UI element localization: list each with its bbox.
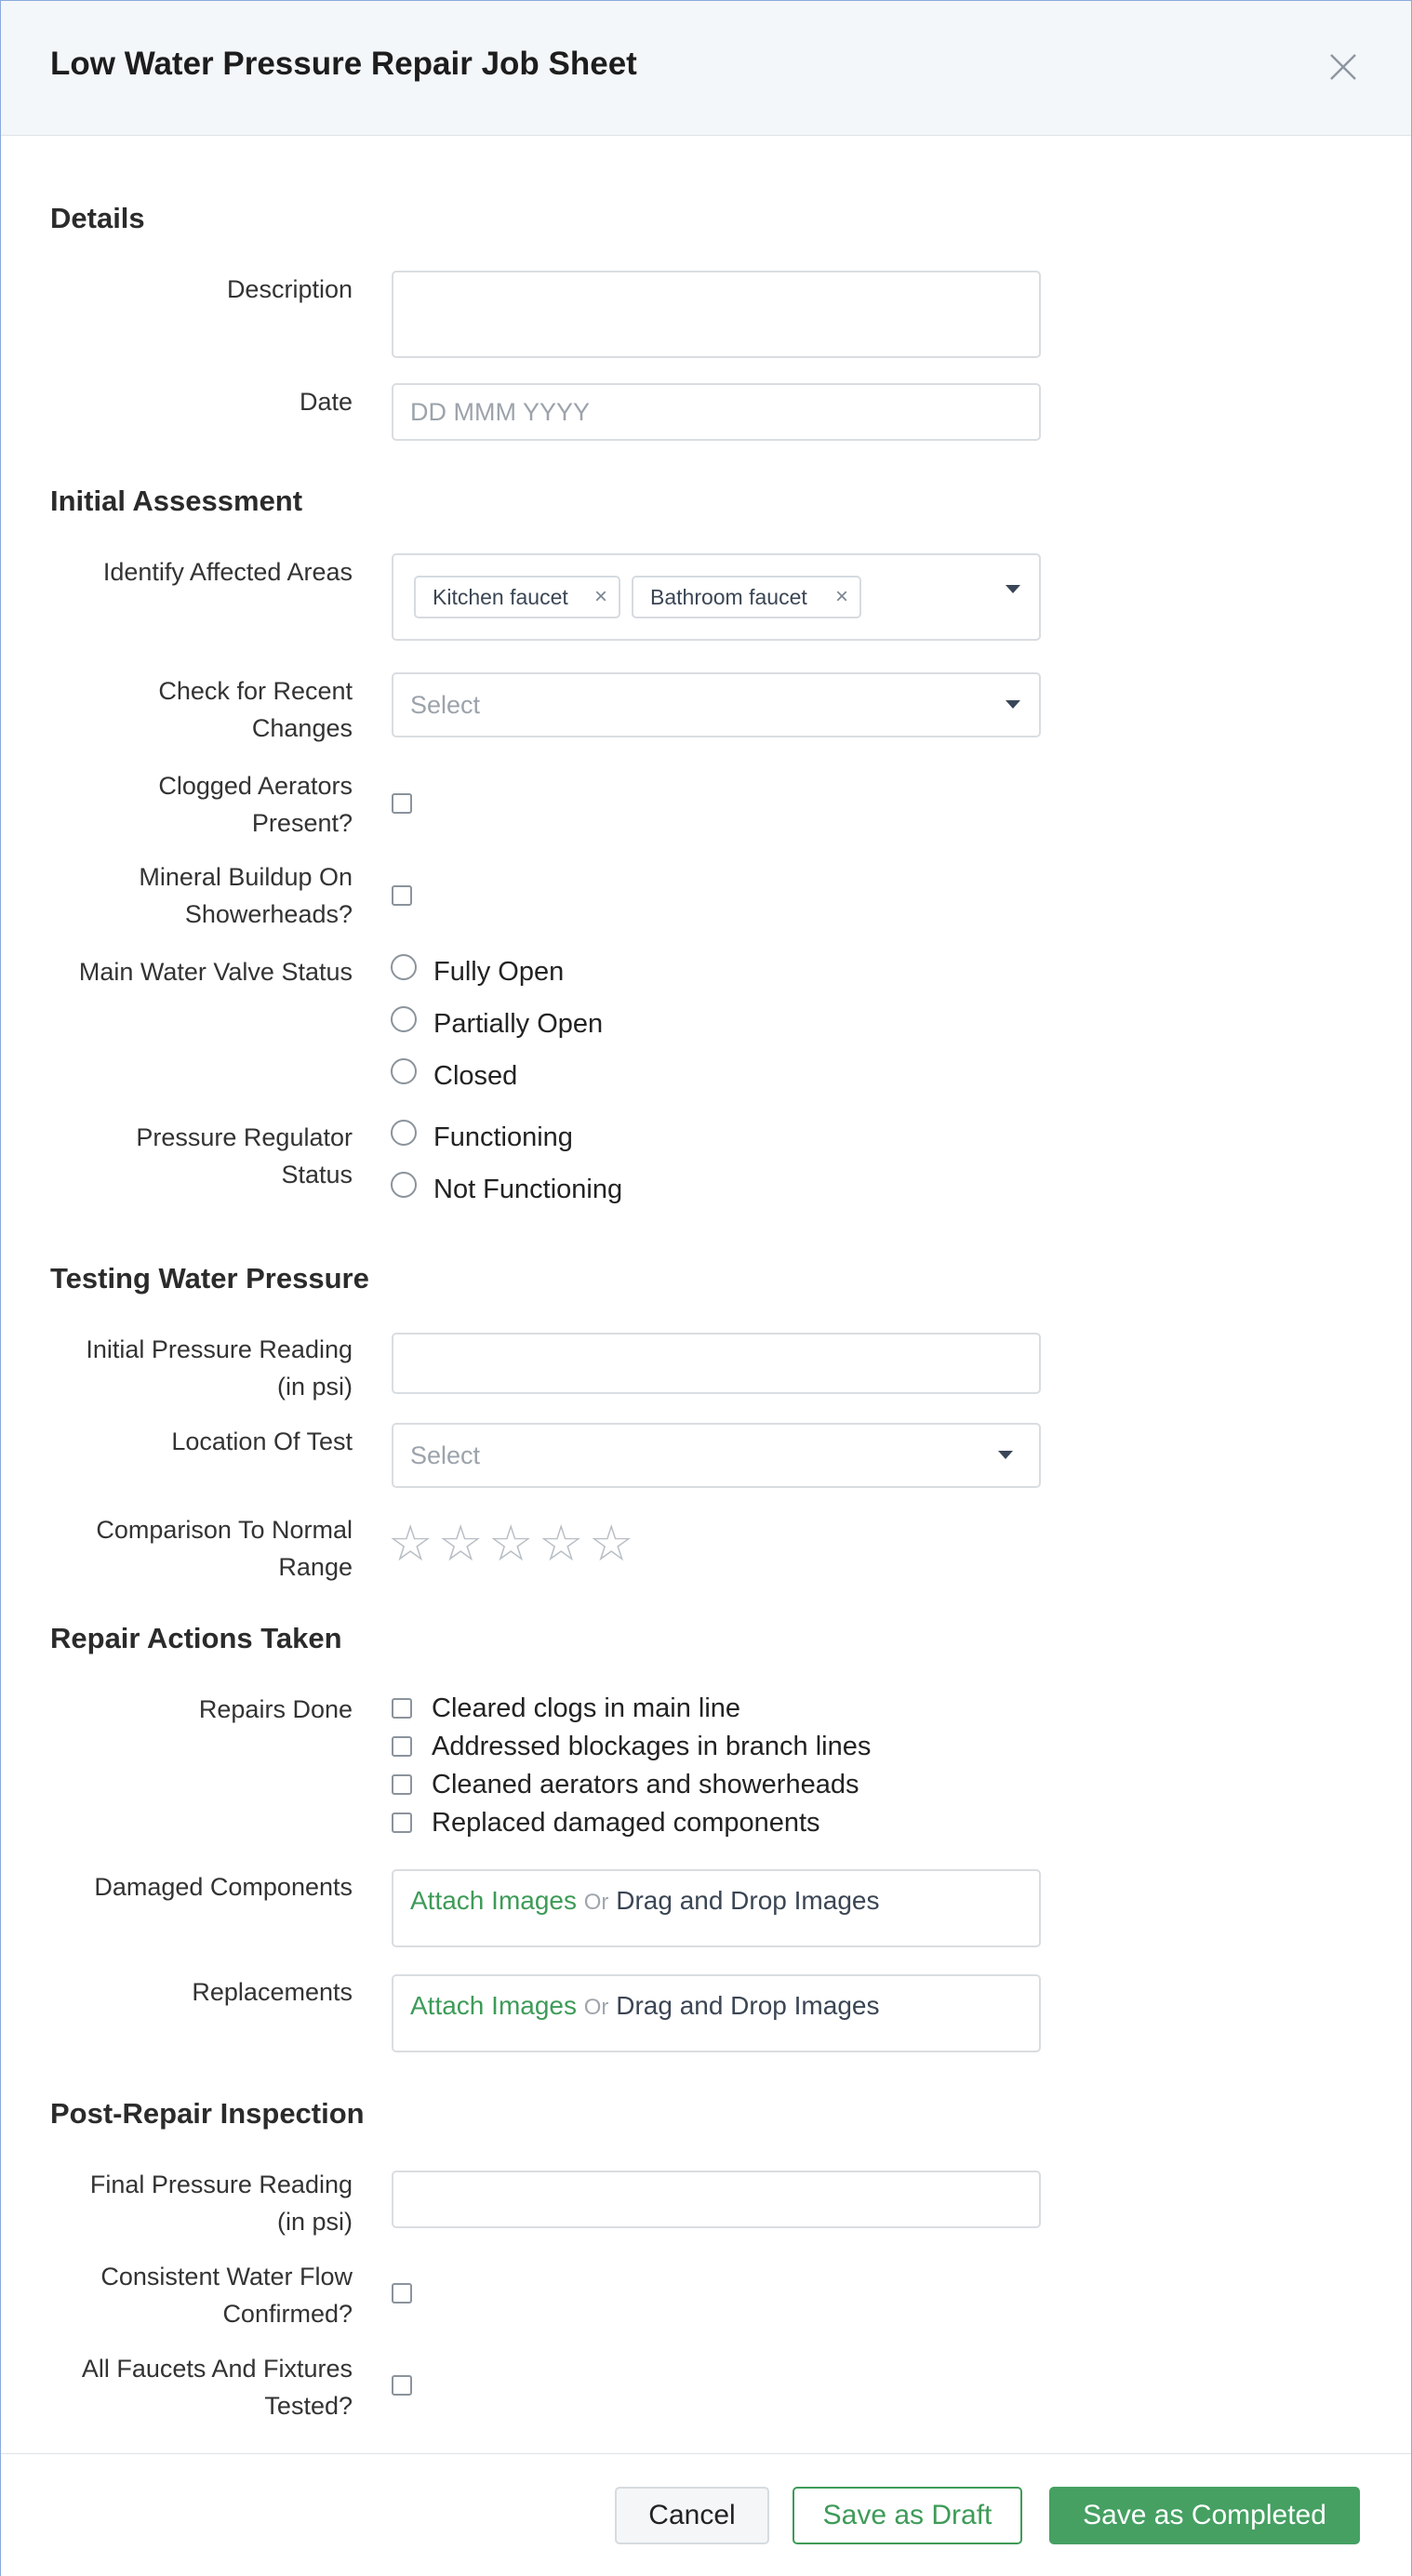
final-reading-field[interactable] xyxy=(392,2171,1041,2228)
affected-areas-multiselect[interactable] xyxy=(392,553,1041,641)
chevron-down-icon xyxy=(1006,585,1020,593)
damaged-components-upload[interactable] xyxy=(392,1869,1041,1947)
repair-option-checkbox[interactable] xyxy=(392,1698,412,1719)
label-line: Tested? xyxy=(264,2392,353,2420)
fixtures-tested-label xyxy=(18,2350,353,2424)
or-text: Or xyxy=(583,1890,609,1915)
repair-option-checkbox[interactable] xyxy=(392,1812,412,1833)
label-line: Present? xyxy=(251,809,353,837)
label-line: Changes xyxy=(251,714,353,742)
valve-option-label: Closed xyxy=(433,1061,518,1091)
close-button[interactable] xyxy=(1325,49,1361,85)
close-icon xyxy=(1325,49,1361,85)
aerators-label xyxy=(18,767,353,842)
chip-remove-icon[interactable]: × xyxy=(834,584,848,609)
chip-bathroom-faucet xyxy=(632,576,861,618)
repair-option-label: Addressed blockages in branch lines xyxy=(432,1732,872,1761)
initial-reading-label xyxy=(18,1331,353,1405)
valve-fully-open-radio[interactable] xyxy=(391,954,417,980)
regulator-option-label: Not Functioning xyxy=(433,1175,623,1204)
comparison-label xyxy=(18,1511,353,1586)
replacements-label: Replacements xyxy=(192,1978,353,2006)
replacements-upload[interactable] xyxy=(392,1974,1041,2052)
cancel-button[interactable]: Cancel xyxy=(615,2487,769,2544)
section-details: Details xyxy=(50,202,145,234)
repair-option-label: Replaced damaged components xyxy=(432,1808,820,1838)
label-line: Mineral Buildup On xyxy=(139,863,353,891)
valve-option-label: Partially Open xyxy=(433,1009,604,1039)
repair-option-label: Cleared clogs in main line xyxy=(432,1693,741,1723)
regulator-status-label xyxy=(18,1119,353,1193)
location-of-test-label: Location Of Test xyxy=(171,1427,353,1455)
regulator-option-label: Functioning xyxy=(433,1122,573,1152)
description-label: Description xyxy=(226,275,353,303)
repairs-done-label: Repairs Done xyxy=(198,1695,353,1723)
chip-label: Bathroom faucet xyxy=(650,585,807,609)
fixtures-tested-checkbox[interactable] xyxy=(392,2375,412,2396)
label-line: Check for Recent xyxy=(158,677,353,705)
label-line: All Faucets And Fixtures xyxy=(81,2355,353,2383)
regulator-not-functioning-radio[interactable] xyxy=(391,1172,417,1198)
label-line: Consistent Water Flow xyxy=(100,2263,353,2291)
select-value: Select xyxy=(410,691,481,719)
label-line: Confirmed? xyxy=(222,2300,353,2328)
valve-partially-open-radio[interactable] xyxy=(391,1006,417,1032)
select-value: Select xyxy=(410,1441,481,1469)
consistent-flow-checkbox[interactable] xyxy=(392,2283,412,2304)
affected-areas-label: Identify Affected Areas xyxy=(102,558,353,586)
star-icon[interactable]: ☆ xyxy=(539,1516,584,1572)
description-field[interactable] xyxy=(392,271,1041,358)
label-line: Status xyxy=(281,1161,353,1188)
label-line: Initial Pressure Reading xyxy=(86,1335,353,1363)
valve-status-label: Main Water Valve Status xyxy=(78,958,353,986)
valve-closed-radio[interactable] xyxy=(391,1058,417,1084)
location-of-test-select[interactable] xyxy=(392,1423,1041,1488)
regulator-functioning-radio[interactable] xyxy=(391,1120,417,1146)
repair-option-checkbox[interactable] xyxy=(392,1774,412,1795)
section-post-repair: Post-Repair Inspection xyxy=(50,2097,365,2130)
star-icon[interactable]: ☆ xyxy=(488,1516,534,1572)
label-line: Showerheads? xyxy=(184,900,353,928)
mineral-buildup-checkbox[interactable] xyxy=(392,885,412,906)
label-line: Clogged Aerators xyxy=(158,772,353,800)
section-initial-assessment: Initial Assessment xyxy=(50,485,303,517)
recent-changes-label xyxy=(18,672,353,747)
label-line: Final Pressure Reading xyxy=(89,2171,353,2198)
label-line: Pressure Regulator xyxy=(136,1123,353,1151)
star-icon[interactable]: ☆ xyxy=(388,1516,433,1572)
label-line: Comparison To Normal xyxy=(96,1516,353,1544)
save-draft-button[interactable]: Save as Draft xyxy=(793,2487,1022,2544)
star-icon[interactable]: ☆ xyxy=(589,1516,634,1572)
drag-drop-text: Drag and Drop Images xyxy=(616,1886,880,1915)
save-completed-button[interactable]: Save as Completed xyxy=(1049,2487,1360,2544)
chip-kitchen-faucet xyxy=(414,576,620,618)
label-line: (in psi) xyxy=(276,1373,353,1401)
mineral-buildup-label xyxy=(18,858,353,933)
label-line: Range xyxy=(278,1553,353,1581)
section-repair-actions: Repair Actions Taken xyxy=(50,1622,342,1654)
consistent-flow-label xyxy=(18,2258,353,2332)
recent-changes-select[interactable] xyxy=(392,672,1041,737)
star-icon[interactable]: ☆ xyxy=(438,1516,484,1572)
date-label: Date xyxy=(299,388,353,416)
chip-remove-icon[interactable]: × xyxy=(593,584,607,609)
repair-option-label: Cleaned aerators and showerheads xyxy=(432,1770,859,1799)
final-reading-label xyxy=(18,2166,353,2240)
dialog-header xyxy=(1,1,1411,136)
section-testing: Testing Water Pressure xyxy=(50,1262,369,1295)
initial-reading-field[interactable] xyxy=(392,1333,1041,1394)
chip-label: Kitchen faucet xyxy=(433,585,568,609)
aerators-checkbox[interactable] xyxy=(392,793,412,814)
attach-images-link[interactable]: Attach Images xyxy=(410,1886,577,1915)
drag-drop-text: Drag and Drop Images xyxy=(616,1991,880,2020)
repair-option-checkbox[interactable] xyxy=(392,1736,412,1757)
or-text: Or xyxy=(583,1995,609,2020)
chevron-down-icon xyxy=(998,1451,1013,1459)
dialog-title: Low Water Pressure Repair Job Sheet xyxy=(50,46,637,82)
label-line: (in psi) xyxy=(276,2208,353,2236)
valve-option-label: Fully Open xyxy=(433,957,565,987)
date-field[interactable] xyxy=(392,383,1041,441)
chevron-down-icon xyxy=(1006,700,1020,709)
attach-images-link[interactable]: Attach Images xyxy=(410,1991,577,2020)
damaged-components-label: Damaged Components xyxy=(94,1873,353,1901)
